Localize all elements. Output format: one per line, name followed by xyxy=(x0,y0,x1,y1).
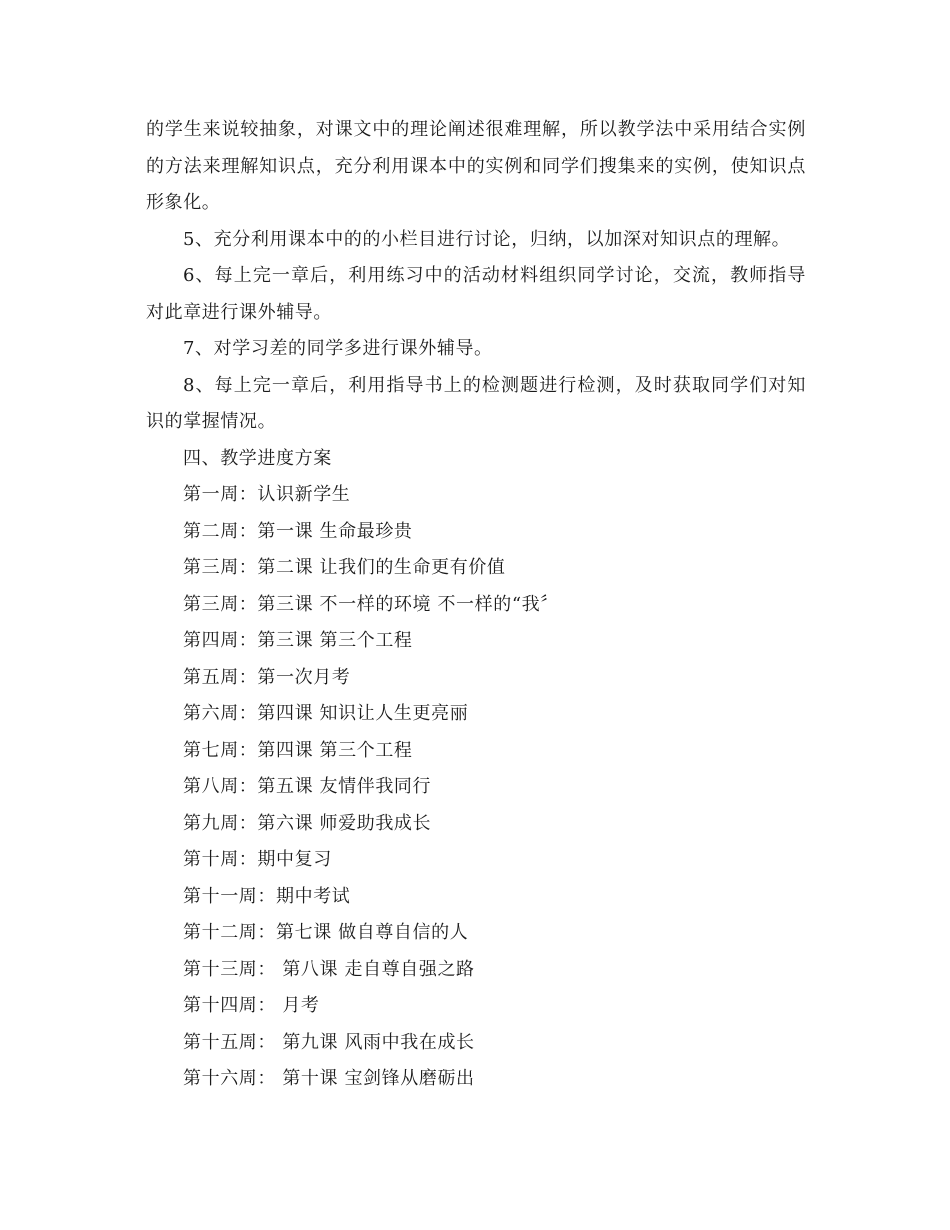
document-body xyxy=(146,112,806,1098)
paragraph-item-8: 8、每上完一章后，利用指导书上的检测题进行检测，及时获取同学们对知识的掌握情况。 xyxy=(146,374,806,432)
schedule-item-week-15: 第十五周： 第九课 风雨中我在成长 xyxy=(183,1031,475,1053)
schedule-item-week-11: 第十一周：期中考试 xyxy=(183,885,351,907)
schedule-item-week-5: 第五周：第一次月考 xyxy=(183,666,351,688)
paragraph-item-6: 6、每上完一章后，利用练习中的活动材料组织同学讨论，交流，教师指导对此章进行课外辅导。 xyxy=(146,265,806,323)
schedule-item-week-14: 第十四周： 月考 xyxy=(183,995,320,1016)
paragraph-continuation: 的学生来说较抽象，对课文中的理论阐述很难理解，所以教学法中采用结合实例的方法来理解知识点，充分利用课本中的实例和同学们搜集来的实例，使知识点形象化。 xyxy=(146,119,806,213)
schedule-item-week-13: 第十三周： 第八课 走自尊自强之路 xyxy=(183,958,475,980)
schedule-item-week-8: 第八周：第五课 友情伴我同行 xyxy=(183,776,432,797)
schedule-item-week-10: 第十周：期中复习 xyxy=(183,849,332,870)
schedule-item-week-12: 第十二周：第七课 做自尊自信的人 xyxy=(183,922,469,943)
schedule-item-week-7: 第七周：第四课 第三个工程 xyxy=(183,739,413,761)
paragraph-item-5: 5、充分利用课本中的的小栏目进行讨论，归纳，以加深对知识点的理解。 xyxy=(183,228,791,250)
schedule-item-week-1: 第一周：认识新学生 xyxy=(183,484,351,505)
paragraph-item-7: 7、对学习差的同学多进行课外辅导。 xyxy=(183,338,493,359)
schedule-list xyxy=(146,477,806,1098)
schedule-item-week-9: 第九周：第六课 师爱助我成长 xyxy=(183,812,432,834)
schedule-item-week-4: 第四周：第三课 第三个工程 xyxy=(183,630,413,651)
schedule-item-week-3a: 第三周：第二课 让我们的生命更有价值 xyxy=(183,557,506,578)
schedule-item-week-3b: 第三周：第三课 不一样的环境 不一样的“我〞 xyxy=(183,593,559,615)
schedule-item-week-16: 第十六周： 第十课 宝剑锋从磨砺出 xyxy=(183,1068,475,1089)
schedule-item-week-6: 第六周：第四课 知识让人生更亮丽 xyxy=(183,703,469,724)
schedule-item-week-2: 第二周：第一课 生命最珍贵 xyxy=(183,520,413,542)
section-heading: 四、教学进度方案 xyxy=(183,447,332,469)
